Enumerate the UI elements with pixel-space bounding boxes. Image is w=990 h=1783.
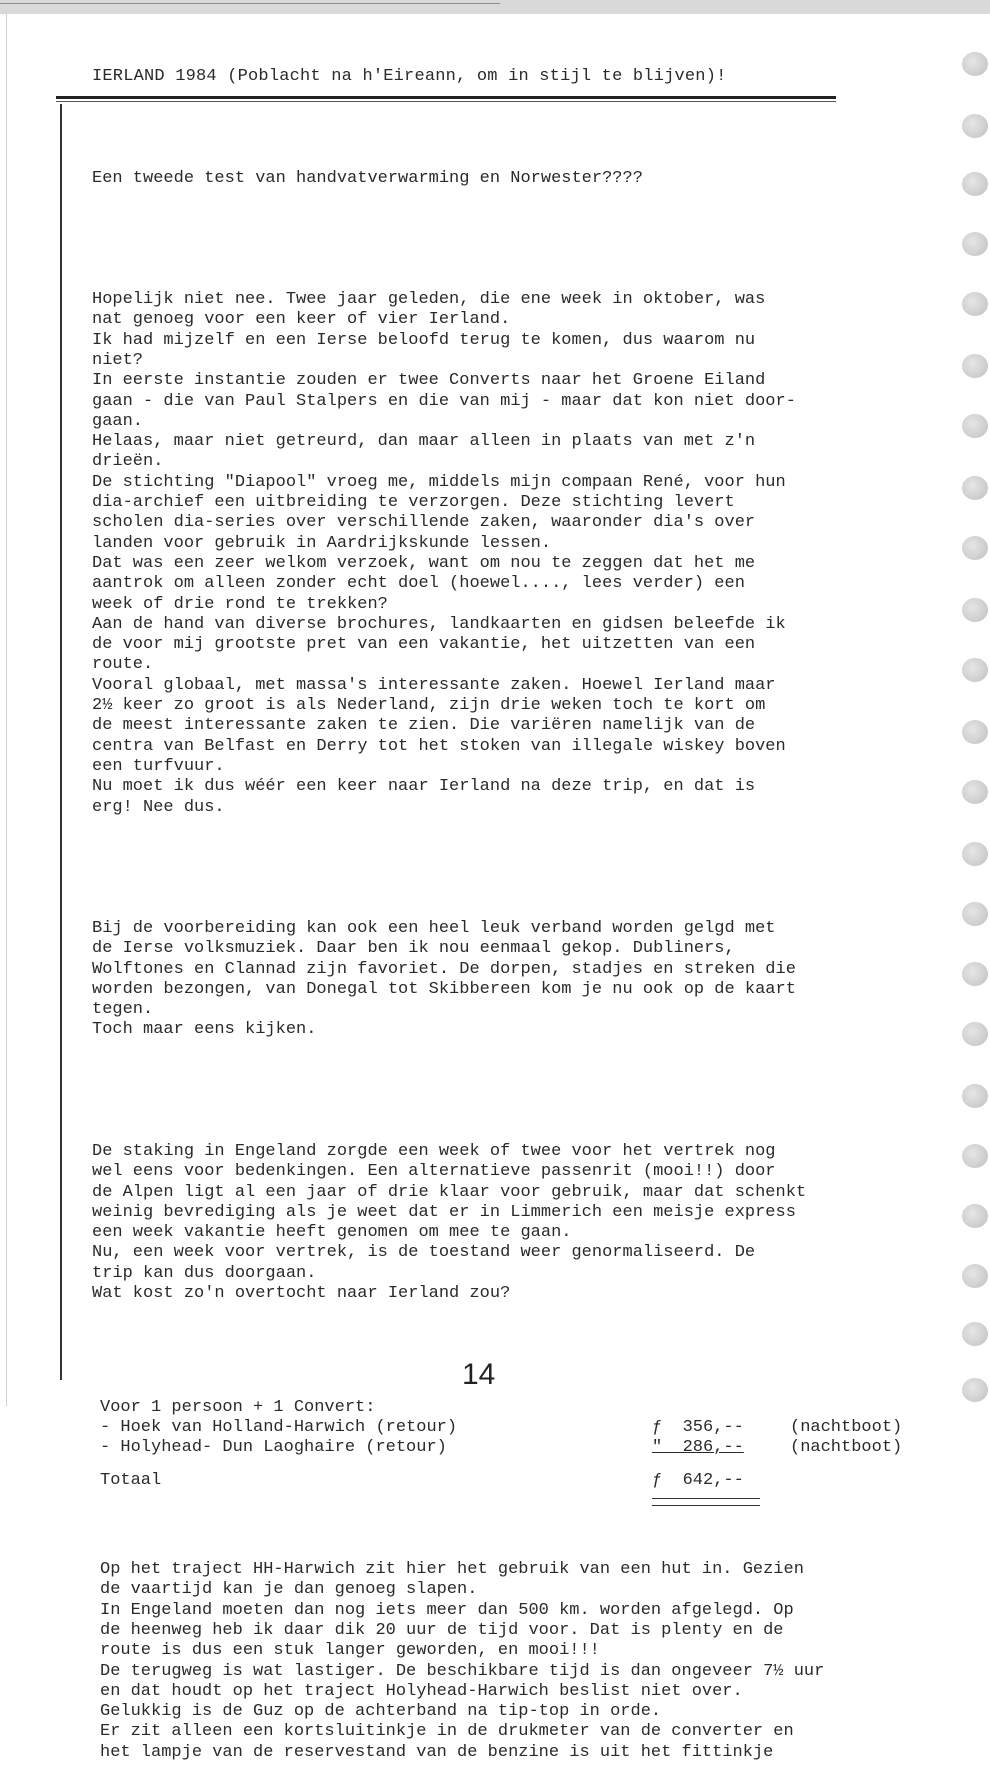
binder-hole-icon: [962, 902, 988, 926]
binder-hole-icon: [962, 414, 988, 438]
binder-hole-icon: [962, 658, 988, 682]
cost-row-amount: ƒ 356,--: [652, 1417, 744, 1437]
cost-row-note: (nachtboot): [790, 1437, 903, 1457]
binder-hole-icon: [962, 536, 988, 560]
cost-table: [92, 1398, 942, 1520]
binder-hole-icon: [962, 780, 988, 804]
page-number: 14: [462, 1358, 496, 1391]
binder-hole-icon: [962, 720, 988, 744]
header-rule-thin: [56, 101, 836, 102]
binder-hole-icon: [962, 1378, 988, 1402]
binder-hole-icon: [962, 1144, 988, 1168]
paragraph-closing: Op het traject HH-Harwich zit hier het gebruik van een hut in. Gezien de vaartijd kan je dan genoeg slapen. In Engeland moeten dan nog iets meer dan 500 km. worden afgelegd. Op de heenweg heb ik daar dik 20 uur de tijd voor. Dat is plenty en de route is dus een stuk langer geworden, en mooi!!! De terugweg is wat lastiger. De beschikbare tijd is dan ongeveer 7½ uur en dat houdt op het traject Holyhead-Harwich beslist niet over. Gelukkig is de Guz op de achterband na tip-top in orde. Er zit alleen een kortsluitinkje in de drukmeter van de converter en het lampje van de reservestand van de benzine is uit het fittinkje: [100, 1560, 825, 1762]
scan-edge-line: [0, 3, 500, 4]
paragraph-music: Bij de voorbereiding kan ook een heel leuk verband worden gelgd met de Ierse volksmuziek. Daar ben ik nou eenmaal gekop. Dubliners, Wolftones en Clannad zijn favoriet. De dorpen, stadjes en streken die worden bezongen, van Donegal tot Skibbereen kom je nu ook op de kaart tegen. Toch maar eens kijken.: [92, 918, 796, 1040]
binder-hole-icon: [962, 292, 988, 316]
cost-heading: Voor 1 persoon + 1 Convert:: [100, 1397, 376, 1417]
binder-hole-icon: [962, 1204, 988, 1228]
binder-hole-icon: [962, 354, 988, 378]
scan-top-edge: [0, 0, 990, 14]
binder-hole-icon: [962, 1322, 988, 1346]
paragraph-intro: Een tweede test van handvatverwarming en Norwester????: [92, 168, 643, 188]
total-double-underline: [652, 1498, 760, 1506]
paragraph-strike: De staking in Engeland zorgde een week of twee voor het vertrek nog wel eens voor bedenkingen. Een alternatieve passenrit (mooi!!) door de Alpen ligt al een jaar of drie klaar voor gebruik, maar dat schenkt weinig bevrediging als je weet dat er in Limmerich een meisje express een week vakantie heeft genomen om mee te gaan. Nu, een week voor vertrek, is de toestand weer genormaliseerd. De trip kan dus doorgaan. Wat kost zo'n overtocht naar Ierland zou?: [92, 1141, 807, 1304]
binder-hole-icon: [962, 1022, 988, 1046]
paragraph-main: Hopelijk niet nee. Twee jaar geleden, die ene week in oktober, was nat genoeg voor een keer of vier Ierland. Ik had mijzelf en een Ierse beloofd terug te komen, dus waarom nu niet? In eerste instantie zouden er twee Converts naar het Groene Eiland gaan - die van Paul Stalpers en die van mij - maar dat kon niet door- gaan. Helaas, maar niet getreurd, dan maar alleen in plaats van met z'n drieën. De stichting "Diapool" vroeg me, middels mijn compaan René, voor hun dia-archief een uitbreiding te verzorgen. Deze stichting levert scholen dia-series over verschillende zaken, waaronder dia's over landen voor gebruik in Aardrijkskunde lessen. Dat was een zeer welkom verzoek, want om nou te zeggen dat het me aantrok om alleen zonder echt doel (hoewel...., lees verder) een week of drie rond te trekken? Aan de hand van diverse brochures, landkaarten en gidsen beleefde ik de voor mij grootste pret van een vakantie, het uitzetten van een route. Vooral globaal, met massa's interessante zaken. Hoewel Ierland maar 2½ keer zo groot is als Nederland, zijn drie weken toch te kort om de meest interessante zaken te zien. Die variëren namelijk van de centra van Belfast en Derry tot het stoken van illegale wiskey boven een turfvuur. Nu moet ik dus wéér een keer naar Ierland na deze trip, en dat is erg! Nee dus.: [92, 290, 796, 817]
binder-hole-icon: [962, 1084, 988, 1108]
binder-hole-icon: [962, 52, 988, 76]
binder-hole-icon: [962, 232, 988, 256]
cost-row-note: (nachtboot): [790, 1417, 903, 1437]
article-body: [92, 128, 952, 1783]
binder-hole-icon: [962, 842, 988, 866]
cost-row-label: - Hoek van Holland-Harwich (retour): [100, 1417, 458, 1437]
binder-hole-icon: [962, 962, 988, 986]
header-rule: [56, 96, 836, 99]
binder-hole-icon: [962, 476, 988, 500]
binder-hole-icon: [962, 114, 988, 138]
cost-row-amount: " 286,--: [652, 1437, 744, 1457]
cost-total-label: Totaal: [100, 1470, 162, 1490]
left-margin-rule: [60, 104, 62, 1380]
page-header-title: IERLAND 1984 (Poblacht na h'Eireann, om in stijl te blijven)!: [92, 67, 727, 86]
cost-row-label: - Holyhead- Dun Laoghaire (retour): [100, 1437, 447, 1457]
cost-total-amount: ƒ 642,--: [652, 1470, 744, 1490]
binder-hole-icon: [962, 172, 988, 196]
binder-hole-icon: [962, 1264, 988, 1288]
binder-hole-icon: [962, 598, 988, 622]
